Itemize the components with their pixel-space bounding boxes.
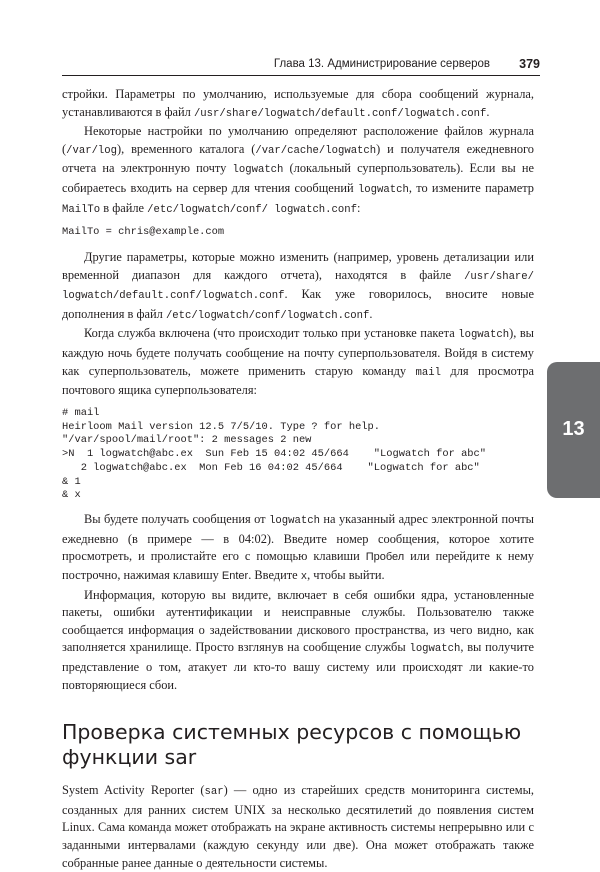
inline-code: logwatch	[269, 515, 320, 528]
text: для просмотра почтового ящика суперпользователя:	[62, 363, 534, 398]
chapter-thumb-tab	[547, 362, 600, 498]
inline-code: /etc/logwatch/conf/ logwatch.conf	[147, 203, 357, 216]
text: :	[356, 200, 361, 215]
text: , вы получите представление о том, атакует ли кто-то вашу систему или происходят ли какие-то повторяющиеся сбои.	[62, 640, 534, 692]
text: System Activity Reporter (	[62, 783, 205, 798]
text: . Введите	[248, 568, 301, 583]
page-body	[62, 86, 534, 872]
inline-code: logwatch	[409, 643, 461, 656]
text: в файле	[100, 200, 148, 215]
paragraph-info	[62, 587, 534, 695]
chapter-title: Глава 13. Администрирование серверов	[273, 58, 490, 70]
text: ), вы каждую ночь будете получать сообщение на почту суперпользователя. Войдя в систему как суперпользователь, можете применить старую команду	[62, 326, 535, 378]
code-line: "/var/spool/mail/root": 2 messages 2 new	[62, 434, 312, 447]
code-line: Heirloom Mail version 12.5 7/5/10. Type ? for help.	[62, 420, 381, 433]
running-header	[62, 55, 540, 77]
code-line: & x	[62, 489, 81, 502]
code-line: # mail	[62, 406, 100, 419]
text: ) — одно из старейших средств мониторинга системы, созданных для ранних систем UNIX за несколько десятилетий до появления систем Linux. Сама команда может отображать на экране активность системы непрерывно или с заданными интервалами (каждую секунду или две). Она может отображать также собранные ранее данные о деятельности системы.	[62, 783, 534, 870]
inline-code: logwatch	[232, 164, 284, 177]
text: .	[486, 104, 490, 119]
paragraph-service-enabled	[62, 325, 534, 399]
inline-code: logwatch	[458, 329, 510, 342]
inline-code: /usr/share/ logwatch/default.conf/logwatch.conf	[62, 270, 534, 303]
code-line: & 1	[62, 475, 81, 488]
key-name: Enter	[221, 570, 249, 583]
text: на указанный адрес электронной почты ежедневно (в примере — в 04:02). Введите номер сообщения, которое хотите просмотреть, и пролистайте его с помощью клавиши	[62, 512, 534, 564]
key-name: Пробел	[365, 551, 405, 564]
text: , чтобы выйти.	[307, 568, 385, 583]
text: Другие параметры, которые можно изменить (например, уровень детализации или временной диапазон для каждого отчета), находятся в файле	[62, 249, 534, 282]
inline-code: x	[300, 571, 308, 584]
paragraph-logwatch-defaults	[62, 123, 534, 219]
paragraph-continued	[62, 86, 534, 123]
paragraph-receive-messages	[62, 511, 534, 586]
inline-code: /usr/share/logwatch/default.conf/logwatch.conf	[193, 107, 487, 120]
inline-code: sar	[204, 786, 224, 799]
text: Информация, которую вы видите, включает в себя ошибки ядра, установленные пакеты, ошибки аутентификации и неисправные службы. Пользователю также сообщается информация о задействовании дискового пространства, из чего видно, как заполняется хранилище. Просто взглянув на сообщение службы	[62, 587, 534, 655]
code-block-mail-session	[62, 407, 534, 504]
section-heading: Проверка системных ресурсов с помощью функции sar	[62, 720, 522, 770]
code-line: MailTo = chris@example.com	[62, 226, 225, 239]
text: .	[369, 306, 373, 321]
text: , то измените параметр	[408, 180, 534, 195]
text: (локальный суперпользователь). Если вы не собираетесь входить на сервер для чтения сообщений	[62, 161, 534, 195]
text: стройки. Параметры по умолчанию, используемые для сбора сообщений журнала, устанавливаются в файл	[62, 87, 534, 119]
text: или перейдите к нему построчно, нажимая клавишу	[62, 549, 535, 583]
paragraph-sar	[62, 782, 534, 872]
chapter-tab-number: 13	[562, 418, 585, 440]
text: ) и получателя ежедневного отчета на электронную почту	[62, 141, 534, 176]
inline-code: logwatch	[357, 183, 409, 196]
text: ), временного каталога (	[117, 141, 256, 156]
inline-code: /var/cache/logwatch	[255, 144, 377, 157]
inline-code: /etc/logwatch/conf/logwatch.conf	[165, 309, 370, 322]
paragraph-other-params	[62, 249, 534, 325]
code-line: >N 1 logwatch@abc.ex Sun Feb 15 04:02 45/664 "Logwatch for abc"	[62, 448, 487, 461]
header-rule	[62, 75, 540, 76]
code-line: 2 logwatch@abc.ex Mon Feb 16 04:02 45/664 "Logwatch for abc"	[62, 461, 480, 474]
text: Некоторые настройки по умолчанию определяют расположение файлов журнала (	[62, 124, 534, 156]
inline-code: mail	[415, 366, 441, 379]
page-number: 379	[519, 57, 540, 71]
text: . Как уже говорилось, вносите новые дополнения в файл	[62, 287, 534, 321]
text: Вы будете получать сообщения от	[84, 512, 270, 527]
inline-code: MailTo	[62, 203, 101, 216]
inline-code: /var/log	[66, 144, 117, 157]
code-block-mailto	[62, 226, 534, 240]
text: Когда служба включена (что происходит только при установке пакета	[84, 326, 459, 341]
